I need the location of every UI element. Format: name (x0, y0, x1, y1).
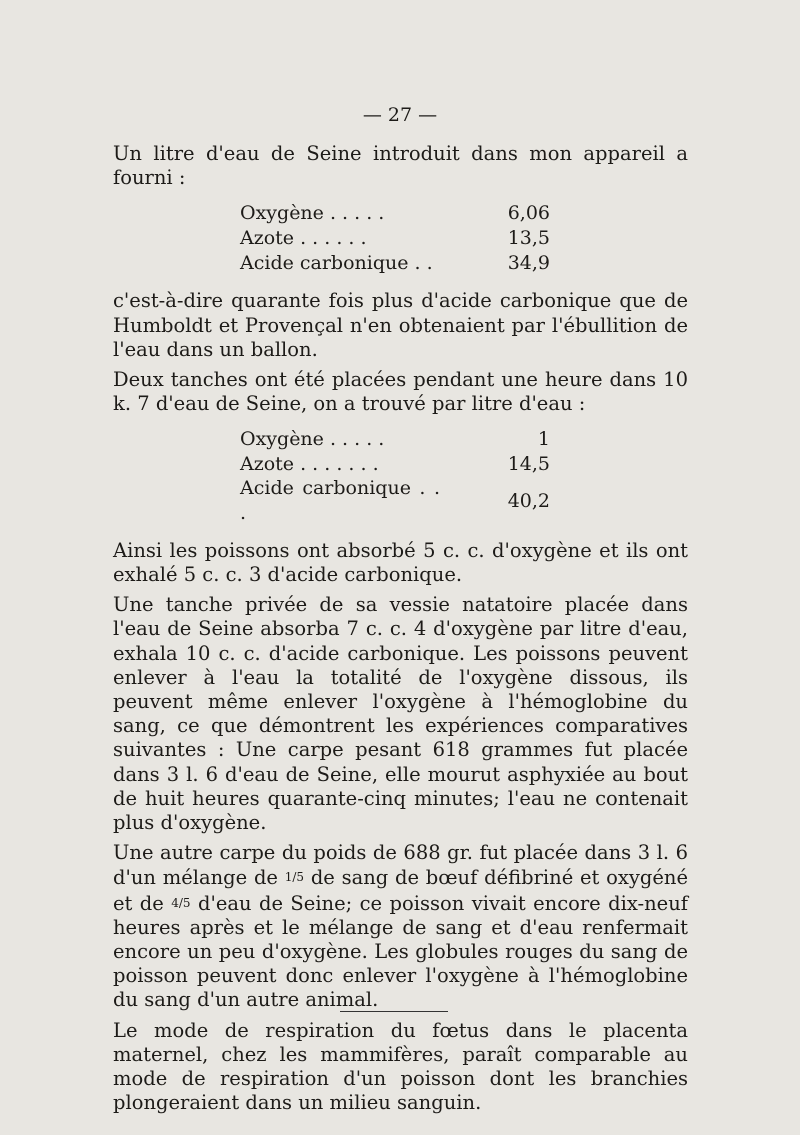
table-row (240, 200, 550, 225)
gas-table-2 (240, 426, 550, 524)
table-value: 1 (537, 427, 550, 450)
table-label: Azote . . . . . . (240, 226, 367, 249)
paragraph-3: Deux tanches ont été placées pendant une heure dans 10 k. 7 d'eau de Seine, on a trouvé par litre d'eau : (113, 368, 688, 416)
table-row (240, 225, 550, 250)
table-label: Acide carbonique . . . (240, 477, 440, 524)
paragraph-2: c'est-à-dire quarante fois plus d'acide carbonique que de Humboldt et Provençal n'en obtenaient par l'ébullition de l'eau dans un ballon. (113, 289, 688, 361)
gas-table-1 (240, 200, 550, 275)
table-label: Oxygène . . . . . (240, 427, 385, 450)
paragraph-6-part-b: de sang de bœuf défibriné et oxygéné et de (113, 866, 689, 915)
paragraph-7: Le mode de respiration du fœtus dans le placenta maternel, chez les mammifères, paraît comparable au mode de respiration d'un poisson dont les branchies plongeraient dans un milieu sanguin. (113, 1018, 688, 1115)
paragraph-6-part-c: d'eau de Seine; ce poisson vivait encore dix-neuf heures après et le mélange de sang et d'eau renfermait encore un peu d'oxygène. Les globules rouges du sang de poisson peuvent donc enlever l'oxygène à l'hémoglobine du sang d'un autre animal. (113, 891, 688, 1012)
table-label: Azote . . . . . . . (240, 452, 379, 475)
table-row (240, 451, 550, 476)
table-row (240, 476, 550, 524)
paragraph-6 (113, 841, 688, 1012)
paragraph-5: Une tanche privée de sa vessie natatoire placée dans l'eau de Seine absorba 7 c. c. 4 d'oxygène par litre d'eau, exhala 10 c. c. d'acide carbonique. Les poissons peuvent enlever à l'eau la totalité de l'oxygène dissous, ils peuvent même enlever l'oxygène à l'hémoglobine du sang, ce que démontrent les expériences comparatives suivantes : Une carpe pesant 618 grammes fut placée dans 3 l. 6 d'eau de Seine, elle mourut asphyxiée au bout de huit heures quarante-cinq minutes; l'eau ne contenait plus d'oxygène. (113, 593, 688, 835)
table-value: 14,5 (507, 452, 550, 475)
footnote-divider (340, 1011, 448, 1012)
table-row (240, 426, 550, 451)
table-value: 6,06 (507, 201, 550, 224)
fraction-four-fifths: 4/5 (171, 895, 191, 910)
paragraph-1: Un litre d'eau de Seine introduit dans mon appareil a fourni : (113, 142, 688, 190)
paragraph-6-part-a: Une autre carpe du poids de 688 gr. fut placée dans 3 l. 6 d'un mélange de (113, 841, 688, 890)
table-row (240, 250, 550, 275)
paragraph-4: Ainsi les poissons ont absorbé 5 c. c. d'oxygène et ils ont exhalé 5 c. c. 3 d'acide carbonique. (113, 538, 688, 587)
table-value: 34,9 (507, 251, 550, 274)
table-value: 13,5 (507, 226, 550, 249)
page-number: — 27 — (362, 104, 438, 126)
table-value: 40,2 (507, 489, 550, 512)
body-text (113, 142, 688, 1122)
table-label: Oxygène . . . . . (240, 201, 385, 224)
fraction-one-fifth: 1/5 (284, 870, 305, 885)
table-label: Acide carbonique . . (240, 251, 433, 274)
